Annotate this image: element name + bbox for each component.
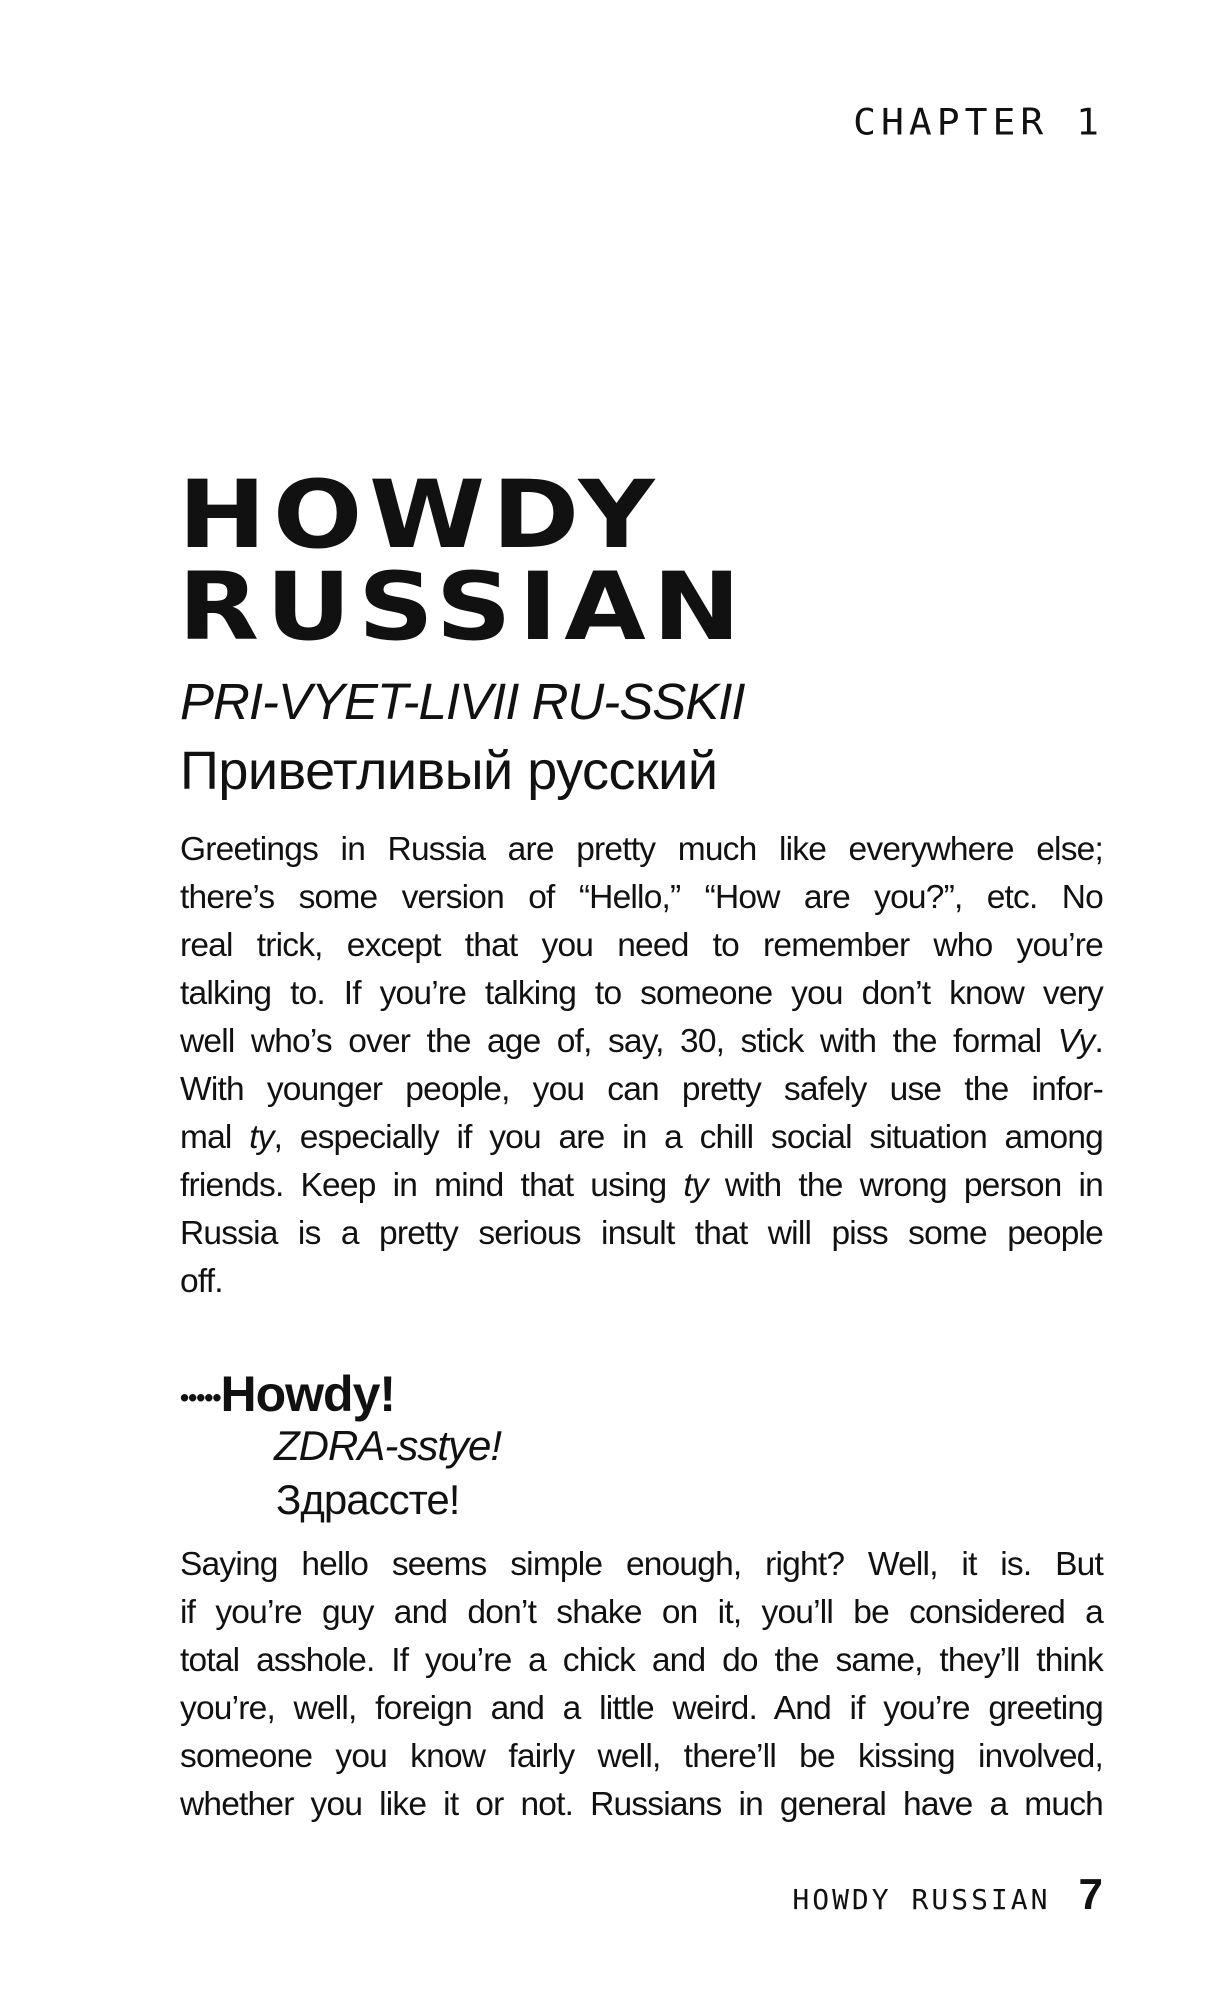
- text-line: [180, 1114, 1103, 1162]
- text-line: off.: [180, 1263, 223, 1300]
- section-phonetic: PRI-VYET-LIVII RU-SSKII: [180, 673, 745, 730]
- text-line: talking to. If you’re talking to someone you don’t know very: [180, 975, 1103, 1012]
- chapter-heading: CHAPTER 1: [853, 101, 1104, 143]
- text-line: if you’re guy and don’t shake on it, you’ll be considered a: [180, 1594, 1103, 1631]
- bullet-dots-icon: •••••: [180, 1382, 221, 1413]
- text-line: Russia is a pretty serious insult that will piss some people: [180, 1215, 1103, 1252]
- text-line: total asshole. If you’re a chick and do the same, they’ll think: [180, 1642, 1103, 1679]
- running-title: HOWDY RUSSIAN: [792, 1883, 1051, 1916]
- italic-term: ty: [249, 1119, 274, 1156]
- text-line: there’s some version of “Hello,” “How are you?”, etc. No: [180, 879, 1103, 916]
- text-run: friends. Keep in mind that using: [180, 1167, 684, 1204]
- phrase-phonetic: ZDRA-sstye!: [274, 1422, 502, 1469]
- text-line: you’re, well, foreign and a little weird. And if you’re greeting: [180, 1690, 1103, 1727]
- paragraph-intro: [180, 826, 1103, 1306]
- text-line: someone you know fairly well, there’ll be kissing involved,: [180, 1738, 1103, 1775]
- text-run: with the wrong person in: [707, 1167, 1104, 1204]
- phrase-english: Howdy!: [220, 1366, 396, 1422]
- page-number: 7: [1078, 1870, 1103, 1919]
- text-run: .: [1094, 1023, 1103, 1060]
- text-line: Saying hello seems simple enough, right? Well, it is. But: [180, 1546, 1103, 1583]
- section-title-line1: HOWDY: [178, 461, 662, 570]
- section-title-line2: RUSSIAN: [178, 553, 748, 662]
- text-line: real trick, except that you need to remember who you’re: [180, 927, 1103, 964]
- text-run: mal: [180, 1119, 250, 1156]
- phrase-cyrillic: Здрассте!: [276, 1476, 460, 1523]
- section-title: [178, 461, 748, 662]
- text-line: Greetings in Russia are pretty much like everywhere else;: [180, 831, 1103, 868]
- phrase-heading: [180, 1365, 395, 1423]
- section-cyrillic: Приветливый русский: [180, 741, 718, 801]
- text-run: well who’s over the age of, say, 30, stick with the formal: [180, 1023, 1058, 1060]
- text-line: whether you like it or not. Russians in general have a much: [180, 1786, 1103, 1823]
- paragraph-greeting: [180, 1541, 1103, 1829]
- text-run: , especially if you are in a chill social situation among: [273, 1119, 1103, 1156]
- italic-term: Vy: [1057, 1023, 1095, 1060]
- text-line: With younger people, you can pretty safely use the infor-: [180, 1071, 1103, 1108]
- text-line: [180, 1162, 1103, 1210]
- italic-term: ty: [683, 1167, 708, 1204]
- text-line: [180, 1018, 1103, 1066]
- page-footer: [792, 1870, 1103, 1920]
